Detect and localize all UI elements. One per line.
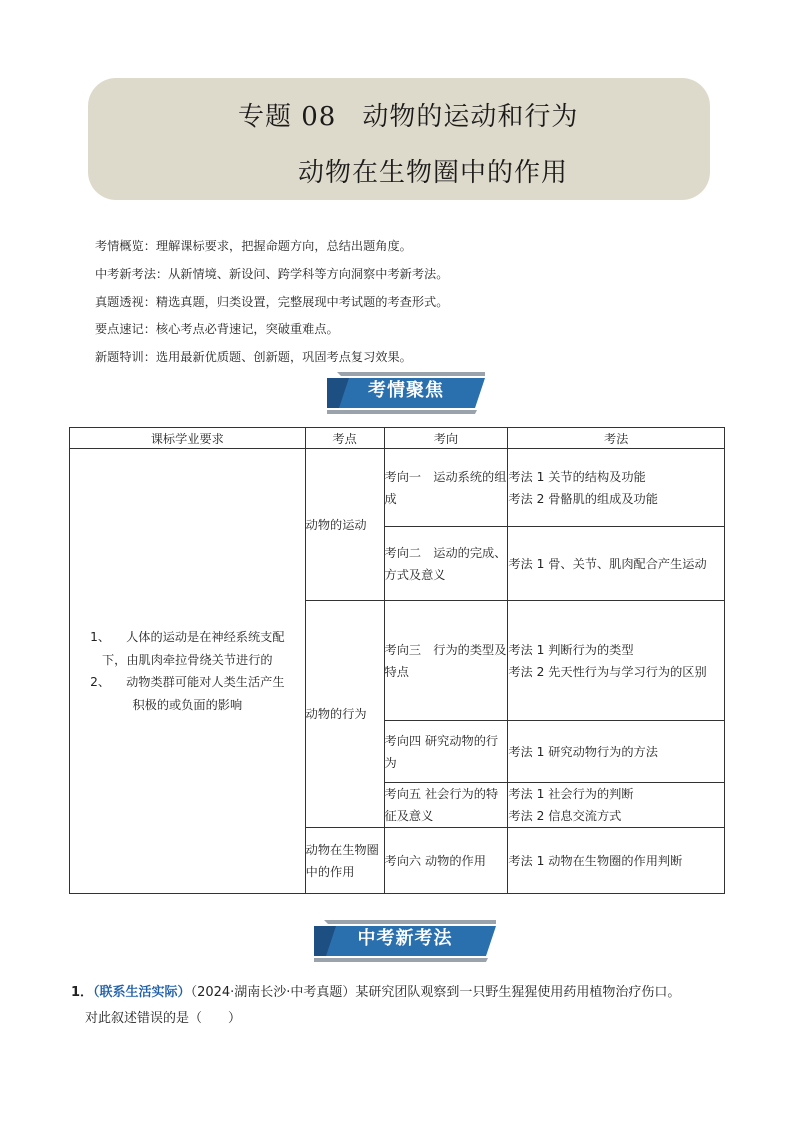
table-header: 考向 [384,428,508,449]
section-banner-kaoqing [327,372,485,414]
table-header: 课标学业要求 [70,428,306,449]
question-tag: （联系生活实际） [93,985,191,1000]
method-item: 考法 2 信息交流方式 [508,809,622,823]
direction-cell: 考向一 运动系统的组成 [384,449,508,527]
title-line-2: 动物在生物圈中的作用 [298,158,569,188]
requirements-cell [70,449,306,894]
title-line-1 [238,96,658,133]
intro-item: 新题特训：选用最新优质题、创新题，巩固考点复习效果。 [95,350,412,365]
question-text: 某研究团队观察到一只野生猩猩使用药用植物治疗伤口。 [355,985,681,1000]
method-item: 考法 1 骨、关节、肌肉配合产生运动 [508,556,707,571]
title-topic-number: 专题 08 [238,102,337,132]
banner-label: 考情聚焦 [368,380,444,401]
intro-item: 考情概览：理解课标要求，把握命题方向，总结出题角度。 [95,239,412,253]
method-cell [508,828,725,894]
method-item: 考法 1 动物在生物圈的作用判断 [508,853,683,868]
table-row [70,449,725,527]
method-item: 考法 1 判断行为的类型 [508,642,634,657]
direction-cell: 考向六 动物的作用 [384,828,508,894]
intro-item: 要点速记：核心考点必背速记，突破重难点。 [95,322,339,337]
method-cell [508,527,725,601]
req-num: 1、 [90,630,111,644]
question-1 [71,980,751,1032]
banner-label: 中考新考法 [357,928,453,949]
exam-overview-table [69,427,725,894]
method-item: 考法 2 先天性行为与学习行为的区别 [508,664,707,679]
method-cell [508,721,725,783]
question-line-2: 对此叙述错误的是（ ） [85,1011,242,1026]
direction-cell: 考向二 运动的完成、方式及意义 [384,527,508,601]
method-cell [508,783,725,828]
req-num: 2、 [90,675,111,689]
intro-item: 中考新考法：从新情境、新设问、跨学科等方向洞察中考新考法。 [95,266,449,281]
intro-item: 真题透视：精选真题，归类设置，完整展现中考试题的考查形式。 [95,294,449,309]
direction-cell: 考向三 行为的类型及特点 [384,601,508,721]
req-text: 下，由肌肉牵拉骨绕关节进行的 [102,652,273,667]
question-source: （2024·湖南长沙·中考真题） [190,985,356,1000]
direction-cell: 考向五 社会行为的特征及意义 [384,783,508,828]
question-number: 1． [71,985,94,1000]
direction-cell: 考向四 研究动物的行为 [384,721,508,783]
req-text: 人体的运动是在神经系统支配 [126,630,285,644]
method-item: 考法 2 骨骼肌的组成及功能 [508,491,658,506]
intro-list [95,233,715,372]
table-header: 考法 [508,428,725,449]
table-header-row [70,428,725,449]
method-cell [508,449,725,527]
title-topic-name: 动物的运动和行为 [362,102,579,132]
method-cell [508,601,725,721]
kaodian-cell: 动物在生物圈中的作用 [305,828,384,894]
req-text: 动物类群可能对人类生活产生 [126,675,285,689]
table-header: 考点 [305,428,384,449]
section-banner-new-methods [314,920,496,962]
kaodian-cell: 动物的运动 [305,449,384,601]
req-text: 积极的或负面的影响 [132,697,243,712]
method-item: 考法 1 社会行为的判断 [508,787,634,801]
method-item: 考法 1 研究动物行为的方法 [508,744,658,759]
method-item: 考法 1 关节的结构及功能 [508,469,646,484]
kaodian-cell: 动物的行为 [305,601,384,828]
title-box [88,78,710,200]
